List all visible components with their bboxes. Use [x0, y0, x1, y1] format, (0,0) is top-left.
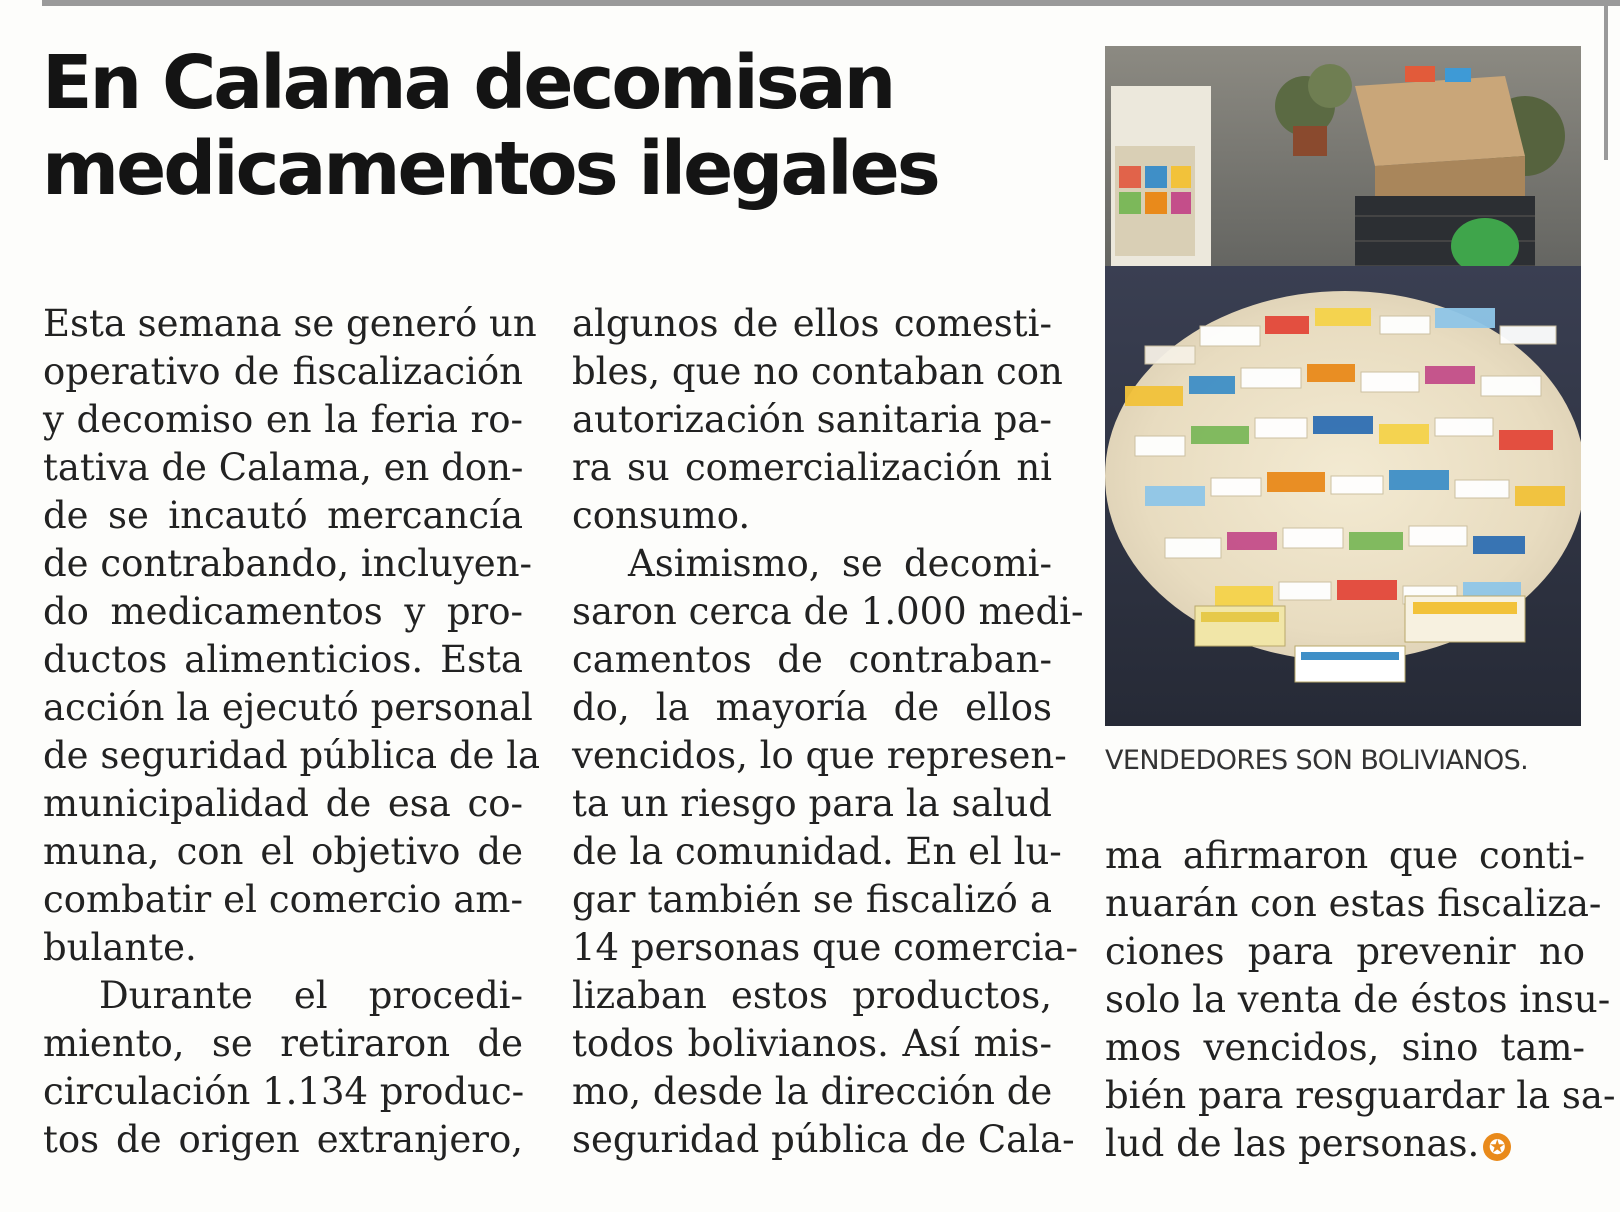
body-line: combatir el comercio am-: [43, 878, 523, 921]
body-line: Esta semana se generó un: [43, 302, 537, 345]
top-rule: [42, 0, 1620, 6]
body-line: municipalidad de esa co-: [43, 782, 523, 825]
end-of-article-icon: ✪: [1483, 1133, 1511, 1161]
body-line: consumo.: [572, 494, 751, 537]
body-line: do, la mayoría de ellos: [572, 686, 1052, 729]
body-column-1: [43, 300, 541, 1164]
body-line: tativa de Calama, en don-: [43, 446, 524, 489]
body-line: acción la ejecutó personal: [43, 686, 533, 729]
body-line: miento, se retiraron de: [43, 1022, 523, 1065]
article-headline: [42, 40, 1062, 212]
body-line: ductos alimenticios. Esta: [43, 638, 523, 681]
headline-line-1: En Calama decomisan: [42, 40, 894, 126]
body-line: ciones para prevenir no: [1105, 930, 1585, 973]
body-line: circulación 1.134 produc-: [43, 1070, 525, 1113]
body-line: seguridad pública de Cala-: [572, 1118, 1075, 1161]
photo-illustration: [1105, 46, 1581, 726]
body-line: todos bolivianos. Así mis-: [572, 1022, 1052, 1065]
body-line: tos de origen extranjero,: [43, 1118, 523, 1161]
body-line: vencidos, lo que represen-: [572, 734, 1067, 777]
body-line: camentos de contraban-: [572, 638, 1052, 681]
headline-line-2: medicamentos ilegales: [42, 126, 938, 212]
seized-medicines-photo: [1105, 46, 1581, 726]
photo-caption: VENDEDORES SON BOLIVIANOS.: [1105, 745, 1529, 776]
body-line: autorización sanitaria pa-: [572, 398, 1052, 441]
final-line: [1105, 1120, 1585, 1168]
body-column-2: [572, 300, 1084, 1164]
body-line: ta un riesgo para la salud: [572, 782, 1052, 825]
body-column-3: [1105, 832, 1616, 1168]
body-line: bulante.: [43, 926, 197, 969]
body-line: ma afirmaron que conti-: [1105, 834, 1585, 877]
body-line: de contrabando, incluyen-: [43, 542, 533, 585]
body-line: muna, con el objetivo de: [43, 830, 523, 873]
body-line: mos vencidos, sino tam-: [1105, 1026, 1585, 1069]
body-line: gar también se fiscalizó a: [572, 878, 1052, 921]
body-line: bién para resguardar la sa-: [1105, 1074, 1616, 1117]
body-line: 14 personas que comercia-: [572, 926, 1078, 969]
body-line: do medicamentos y pro-: [43, 590, 523, 633]
body-line: algunos de ellos comesti-: [572, 302, 1052, 345]
body-line: Durante el procedi-: [99, 974, 523, 1017]
body-line: de la comunidad. En el lu-: [572, 830, 1062, 873]
body-line: solo la venta de éstos insu-: [1105, 978, 1611, 1021]
body-line: lizaban estos productos,: [572, 974, 1052, 1017]
right-rule: [1604, 0, 1608, 160]
body-line: de se incautó mercancía: [43, 494, 523, 537]
body-line: operativo de fiscalización: [43, 350, 523, 393]
body-line: y decomiso en la feria ro-: [43, 398, 523, 441]
body-line: bles, que no contaban con: [572, 350, 1063, 393]
body-line: Asimismo, se decomi-: [628, 542, 1052, 585]
body-line: lud de las personas.: [1105, 1122, 1480, 1165]
body-line: ra su comercialización ni: [572, 446, 1052, 489]
body-line: nuarán con estas fiscaliza-: [1105, 882, 1602, 925]
body-line: saron cerca de 1.000 medi-: [572, 590, 1084, 633]
body-line: de seguridad pública de la: [43, 734, 541, 777]
body-line: mo, desde la dirección de: [572, 1070, 1053, 1113]
